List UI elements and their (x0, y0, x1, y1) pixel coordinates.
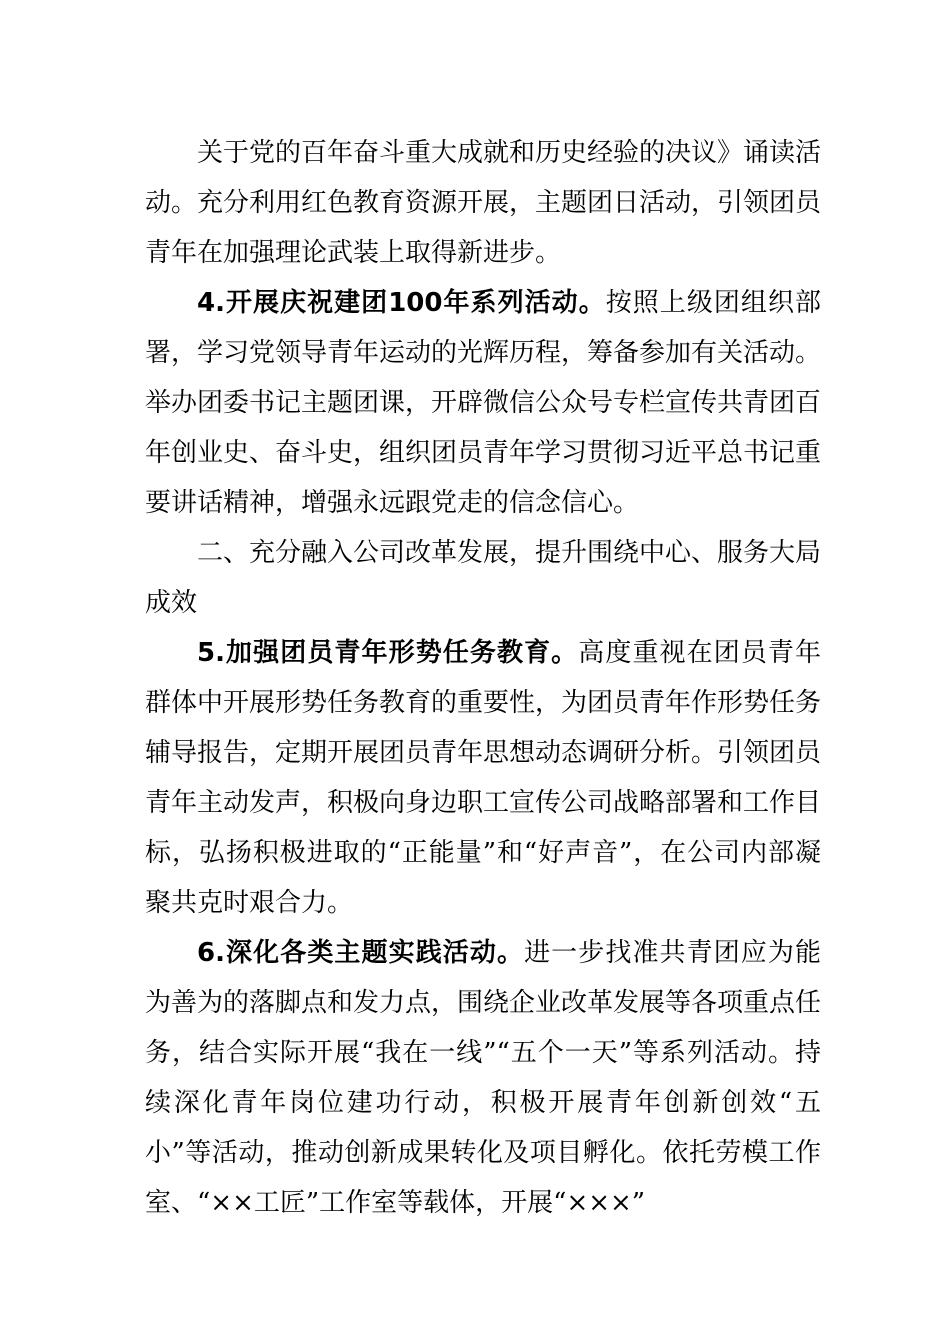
continuation-paragraph: 关于党的百年奋斗重大成就和历史经验的决议》诵读活动。充分利用红色教育资源开展，主题团日活动，引领团员青年在加强理论武装上取得新进步。 (145, 138, 822, 268)
item-5-paragraph (145, 628, 821, 928)
item-4-lead: 4.开展庆祝建团100年系列活动。 (197, 288, 606, 318)
section-2-heading: 二、充分融入公司改革发展，提升围绕中心、服务大局成效 (145, 538, 822, 618)
item-6-body: 进一步找准共青团应为能为善为的落脚点和发力点，围绕企业改革发展等各项重点任务，结合实际开展“我在一线”“五个一天”等系列活动。持续深化青年岗位建功行动，积极开展青年创新创效“五小”等活动，推动创新成果转化及项目孵化。依托劳模工作室、“××工匠”工作室等载体，开展“×××” (145, 938, 822, 1218)
document-page (145, 128, 821, 1228)
item-6-paragraph (145, 928, 821, 1228)
item-5-lead: 5.加强团员青年形势任务教育。 (197, 638, 579, 668)
item-4-paragraph (145, 278, 821, 528)
item-6-lead: 6.深化各类主题实践活动。 (197, 938, 525, 968)
item-4-body: 按照上级团组织部署，学习党领导青年运动的光辉历程，筹备参加有关活动。举办团委书记主题团课，开辟微信公众号专栏宣传共青团百年创业史、奋斗史，组织团员青年学习贯彻习近平总书记重要讲话精神，增强永远跟党走的信念信心。 (145, 288, 822, 518)
item-5-body: 高度重视在团员青年群体中开展形势任务教育的重要性，为团员青年作形势任务辅导报告，定期开展团员青年思想动态调研分析。引领团员青年主动发声，积极向身边职工宣传公司战略部署和工作目标，弘扬积极进取的“正能量”和“好声音”，在公司内部凝聚共克时艰合力。 (145, 638, 822, 918)
